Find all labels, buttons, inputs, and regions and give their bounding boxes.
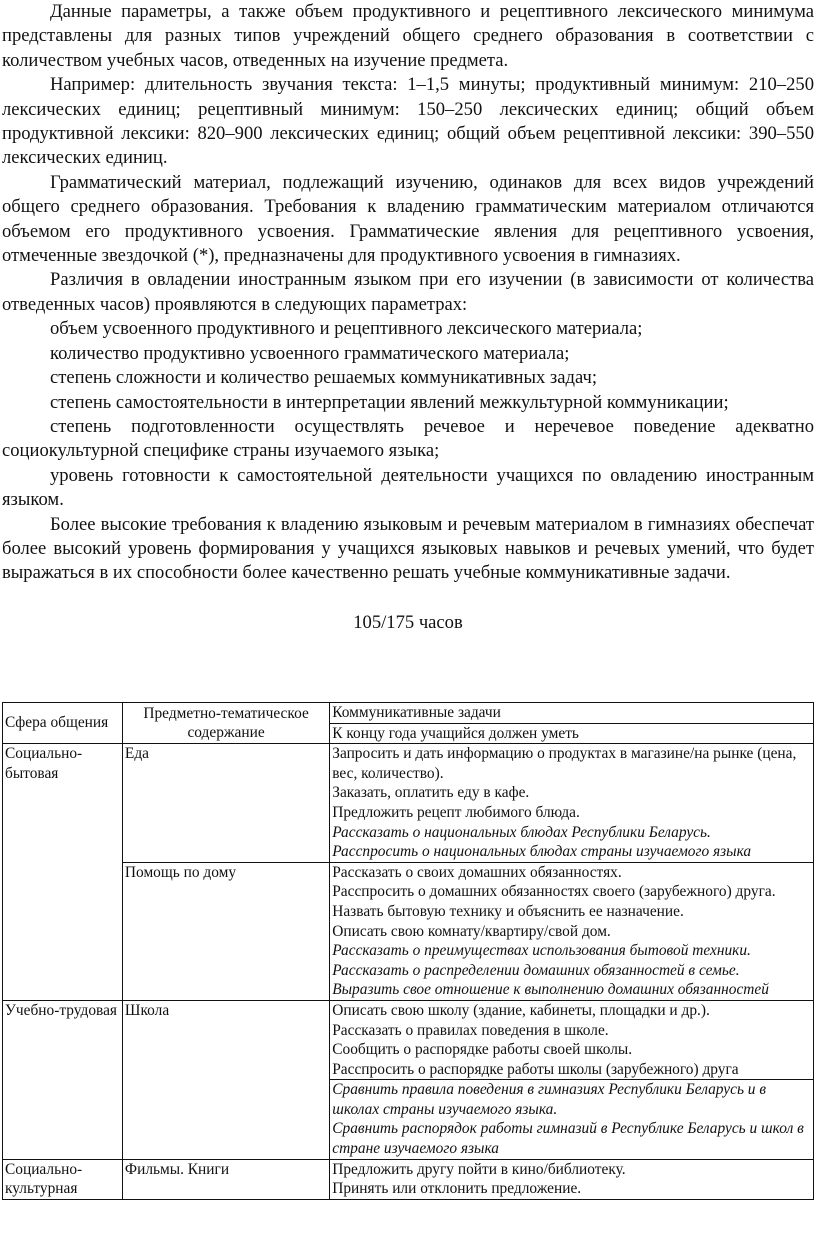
header-tasks-sub: К концу года учащийся должен уметь [330, 723, 814, 744]
task-line: Сравнить правила поведения в гимназиях Республики Беларусь и в школах страны изучаемого языка. [332, 1081, 767, 1118]
header-topic: Предметно-тематическое содержание [122, 703, 329, 744]
task-line: Сравнить распорядок работы гимназий в Республике Беларусь и школ в стране изучаемого языка [332, 1120, 804, 1158]
task-line: Предложить другу пойти в кино/библиотеку. [332, 1160, 626, 1178]
header-tasks: Коммуникативные задачи [330, 703, 814, 724]
list-item: степень самостоятельности в интерпретации явлений межкультурной коммуникации; [50, 391, 729, 413]
paragraph-requirements: Более высокие требования к владению языковым и речевым материалом в гимназиях обеспечат более высокий уровень формирования у учащихся языковых навыков и речевых умений, что будет выражаться в их способности более качественно решать учебные коммуникативные задачи. [2, 513, 814, 584]
task-line: Расспросить о распорядке работы школы (зарубежного) друга [332, 1060, 739, 1078]
cell-sphere: Социально-культурная [3, 1159, 123, 1199]
list-item: степень подготовленности осуществлять речевое и неречевое поведение адекватно социокультурной специфике страны изучаемого языка; [2, 415, 814, 462]
task-line: Предложить рецепт любимого блюда. [332, 803, 580, 821]
task-line: Назвать бытовую технику и объяснить ее назначение. [332, 902, 684, 920]
task-line: Описать свою школу (здание, кабинеты, площадки и др.). [332, 1001, 710, 1019]
cell-tasks [330, 744, 814, 863]
paragraph-parameters: Данные параметры, а также объем продуктивного и рецептивного лексического минимума представлены для разных типов учреждений общего среднего образования в соответствии с количеством учебных часов, отведенных на изучение предмета. [2, 1, 814, 71]
table-header-row [3, 703, 814, 724]
paragraph-example: Например: длительность звучания текста: 1–1,5 минуты; продуктивный минимум: 210–250 лексических единиц; рецептивный минимум: 150–250 лексических единиц; общий объем продуктивной лексики: 820–900 лексических единиц; общий объем рецептивной лексики: 390–550 лексических единиц. [2, 74, 814, 169]
cell-tasks-extra [330, 1080, 814, 1159]
task-line: Рассказать о распределении домашних обязанностей в семье. [332, 961, 740, 979]
list-item: уровень готовности к самостоятельной деятельности учащихся по овладению иностранным языком. [2, 464, 814, 511]
task-line: Заказать, оплатить еду в кафе. [332, 784, 530, 802]
cell-sphere: Учебно-трудовая [3, 1000, 123, 1159]
task-line: Сообщить о распорядке работы своей школы. [332, 1041, 633, 1059]
task-line: Рассказать о своих домашних обязанностях. [332, 863, 622, 881]
cell-tasks [330, 1000, 814, 1079]
paragraph-grammar: Грамматический материал, подлежащий изучению, одинаков для всех видов учреждений общего среднего образования. Требования к владению грамматическим материалом отличаются объемом его продуктивного усвоения. Грамматические явления для рецептивного усвоения, отмеченные звездочкой (*), предназначены для продуктивного усвоения в гимназиях. [2, 171, 814, 267]
cell-sphere: Социально-бытовая [3, 744, 123, 1001]
task-line: Расспросить о домашних обязанностях своего (зарубежного) друга. [332, 883, 776, 901]
curriculum-table [2, 702, 814, 1200]
paragraph-differences: Различия в овладении иностранным языком при его изучении (в зависимости от количества отведенных часов) проявляются в следующих параметрах: [2, 269, 814, 315]
table-row [3, 744, 814, 863]
table-row [3, 1000, 814, 1079]
task-line: Описать свою комнату/квартиру/свой дом. [332, 922, 611, 940]
header-sphere: Сфера общения [3, 703, 123, 744]
task-line: Рассказать о правилах поведения в школе. [332, 1021, 609, 1039]
table-row [3, 862, 814, 1000]
list-item: количество продуктивно усвоенного грамматического материала; [50, 342, 570, 364]
cell-topic: Школа [122, 1000, 329, 1159]
task-line: Принять или отклонить предложение. [332, 1180, 582, 1198]
cell-topic: Помощь по дому [122, 862, 329, 1000]
table-row [3, 1159, 814, 1199]
cell-tasks [330, 1159, 814, 1199]
task-line: Рассказать о национальных блюдах Республики Беларусь. [332, 823, 711, 841]
cell-topic: Фильмы. Книги [122, 1159, 329, 1199]
task-line: Выразить свое отношение к выполнению домашних обязанностей [332, 981, 769, 999]
task-line: Запросить и дать информацию о продуктах в магазине/на рынке (цена, вес, количество). [332, 745, 797, 782]
cell-tasks [330, 862, 814, 1000]
cell-topic: Еда [122, 744, 329, 863]
task-line: Расспросить о национальных блюдах страны изучаемого языка [332, 843, 752, 861]
list-item: объем усвоенного продуктивного и рецептивного лексического материала; [50, 318, 643, 340]
hours-heading: 105/175 часов [353, 611, 463, 633]
list-item: степень сложности и количество решаемых коммуникативных задач; [50, 367, 598, 389]
task-line: Рассказать о преимуществах использования бытовой техники. [332, 942, 751, 960]
